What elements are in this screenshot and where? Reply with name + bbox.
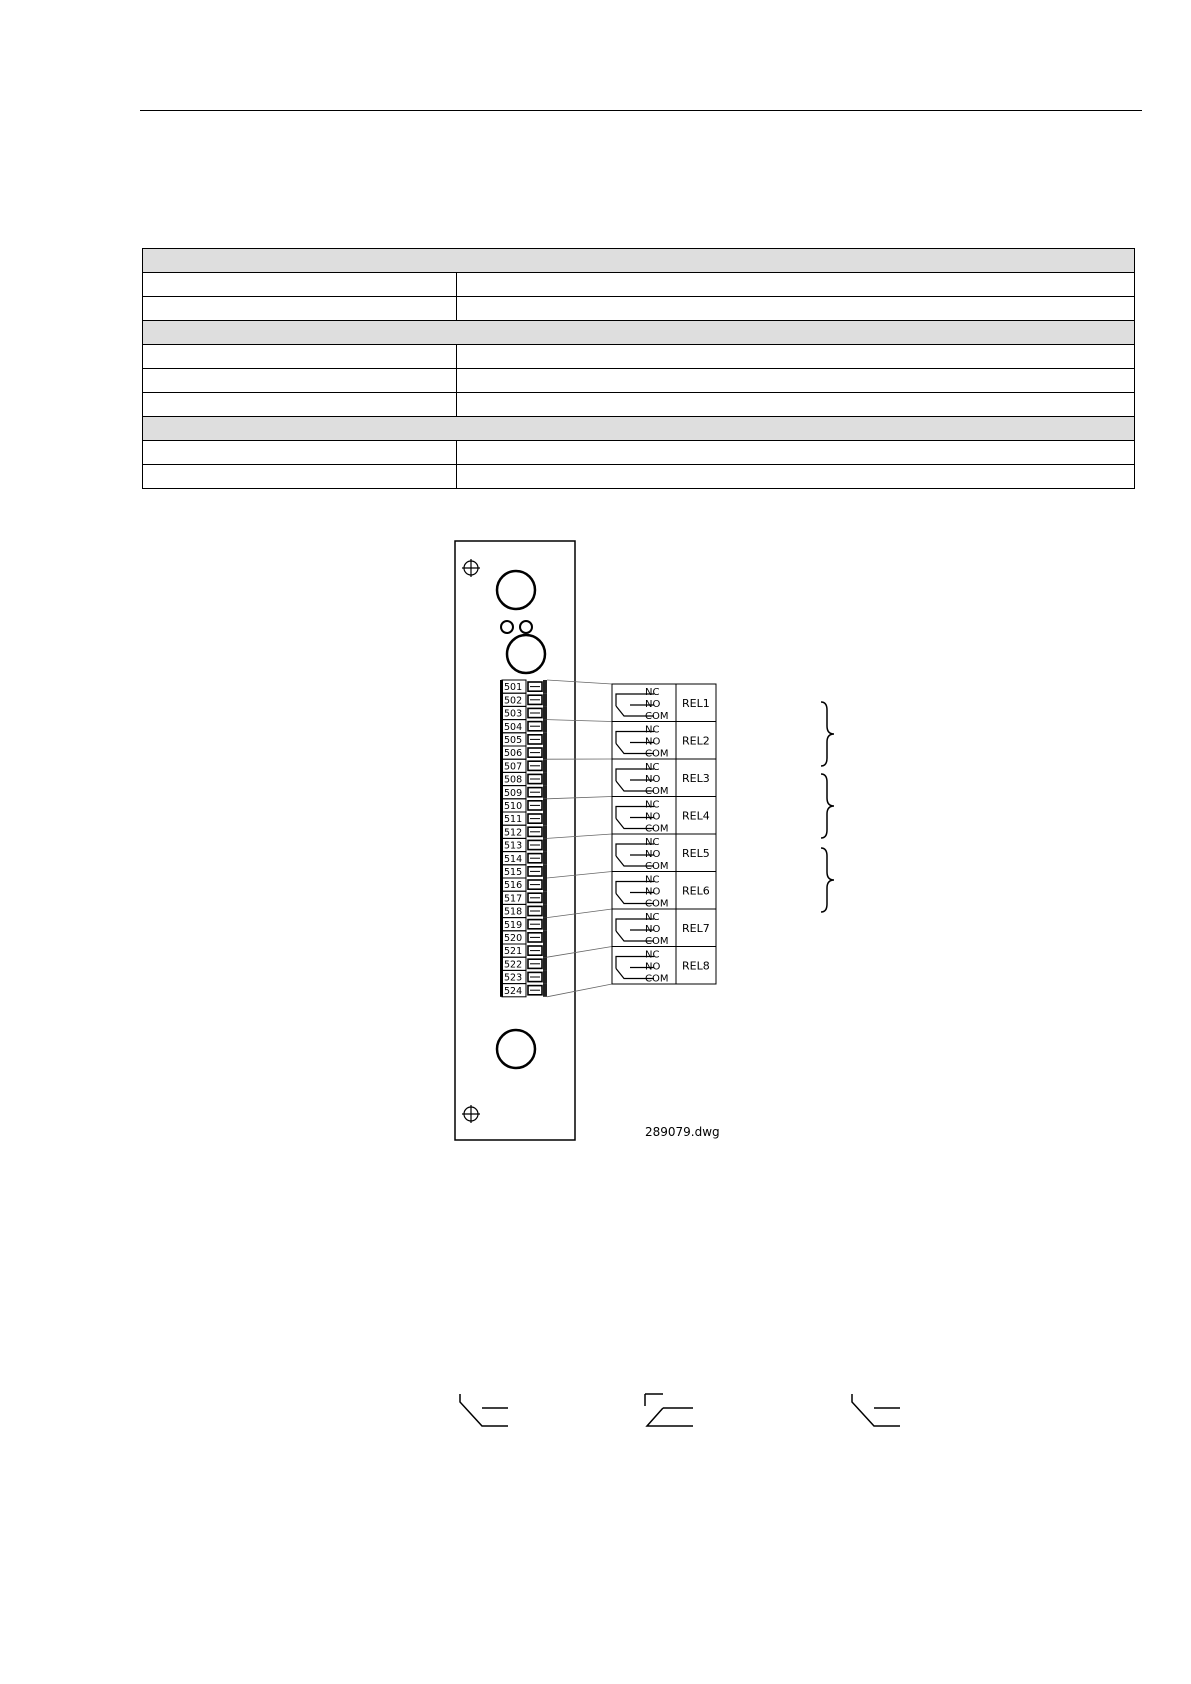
contact-symbol-closed [645,1394,693,1426]
connection-line [547,909,612,918]
contact-label: NO [645,849,661,860]
relay-label: REL6 [682,884,710,898]
relay-label: REL1 [682,697,710,710]
contact-label: NO [645,961,661,973]
relay-label: REL2 [682,734,710,748]
terminal [502,970,547,983]
terminal [502,772,547,785]
terminal-number: 516 [504,880,523,892]
terminal-number: 502 [504,695,523,707]
terminal-number: 520 [504,933,523,944]
terminal-strip [500,680,547,997]
mounting-hole [497,571,535,609]
contact-label: NC [645,724,660,736]
contact-label: NC [645,874,660,886]
terminal-number: 524 [504,985,523,997]
contact-label: NC [645,837,660,848]
terminal [502,944,547,957]
contact-label: NO [645,924,661,935]
terminal-number: 510 [504,801,523,812]
terminal-number: 505 [504,735,523,746]
crosshair-icon [462,1105,480,1123]
terminal [502,957,547,970]
contact-label: NC [645,687,660,698]
led-indicator [501,621,513,633]
terminal [502,680,547,693]
terminal-number: 501 [504,682,523,694]
terminal-number: 506 [504,748,523,760]
terminal-number: 513 [504,840,523,852]
terminal-number: 521 [504,946,523,958]
contact-label: COM [645,711,669,722]
terminal-number: 517 [504,893,523,905]
terminal-number: 508 [504,774,523,786]
contact-label: NO [645,736,661,748]
terminal-number: 507 [504,761,523,773]
terminal [502,825,547,838]
contact-label: COM [645,898,669,910]
connection-line [547,797,612,799]
terminal [502,984,547,997]
terminal [502,878,547,891]
contact-label: NO [645,886,661,898]
contact-label: COM [645,861,669,872]
terminal [502,852,547,865]
terminal [502,904,547,917]
terminal [502,786,547,799]
contact-symbol-open [460,1394,508,1426]
terminal-number: 518 [504,906,523,918]
terminal-number: 504 [504,721,523,733]
contact-label: COM [645,823,669,835]
contact-label: NC [645,949,660,961]
terminal-number: 519 [504,919,523,931]
relay-label: REL7 [682,922,710,935]
terminal [502,931,547,944]
terminal-number: 514 [504,853,523,865]
terminal-number: 509 [504,787,523,799]
terminal [502,693,547,706]
contact-label: NC [645,799,660,811]
drawing-id: 289079.dwg [645,1125,720,1139]
contact-label: COM [645,786,669,797]
connection-line [547,720,612,722]
terminal-number: 523 [504,972,523,984]
relay-box [612,909,716,947]
relay-box [612,947,716,985]
relay-box [612,834,716,872]
terminal [502,746,547,759]
terminal-number: 515 [504,867,523,878]
relay-box [612,722,716,760]
terminal-number: 503 [504,708,523,720]
contact-label: COM [645,748,669,760]
group-brace [821,848,834,912]
contact-label: NO [645,699,661,710]
terminal [502,733,547,746]
terminal [502,759,547,772]
relay-boxes [612,684,716,985]
contact-label: NO [645,811,661,823]
terminal-number: 512 [504,827,523,839]
relay-label: REL4 [682,809,710,823]
terminal-number: 511 [504,814,523,826]
terminal-number: 522 [504,959,523,971]
terminal [502,918,547,931]
terminal [502,838,547,851]
led-indicator [520,621,532,633]
terminal [502,720,547,733]
relay-label: REL3 [682,772,710,785]
contact-label: COM [645,936,669,947]
connection-line [547,680,612,684]
terminal [502,799,547,812]
terminal [502,706,547,719]
relay-box [612,684,716,722]
contact-label: NC [645,762,660,773]
terminal [502,812,547,825]
relay-label: REL5 [682,847,710,860]
group-brace [821,702,834,766]
connection-line [547,984,612,997]
group-brace [821,774,834,838]
terminal [502,865,547,878]
connection-line [547,834,612,838]
contact-label: COM [645,973,669,985]
relay-label: REL8 [682,959,710,973]
connection-line [547,947,612,958]
connection-line [547,872,612,879]
terminal [502,891,547,904]
contact-symbol-open [852,1394,900,1426]
mounting-hole [497,1030,535,1068]
mounting-hole [507,635,545,673]
relay-box [612,872,716,910]
contact-label: NC [645,912,660,923]
contact-label: NO [645,774,661,785]
relay-box [612,759,716,797]
relay-box [612,797,716,835]
crosshair-icon [462,559,480,577]
connection-lines [547,680,612,997]
